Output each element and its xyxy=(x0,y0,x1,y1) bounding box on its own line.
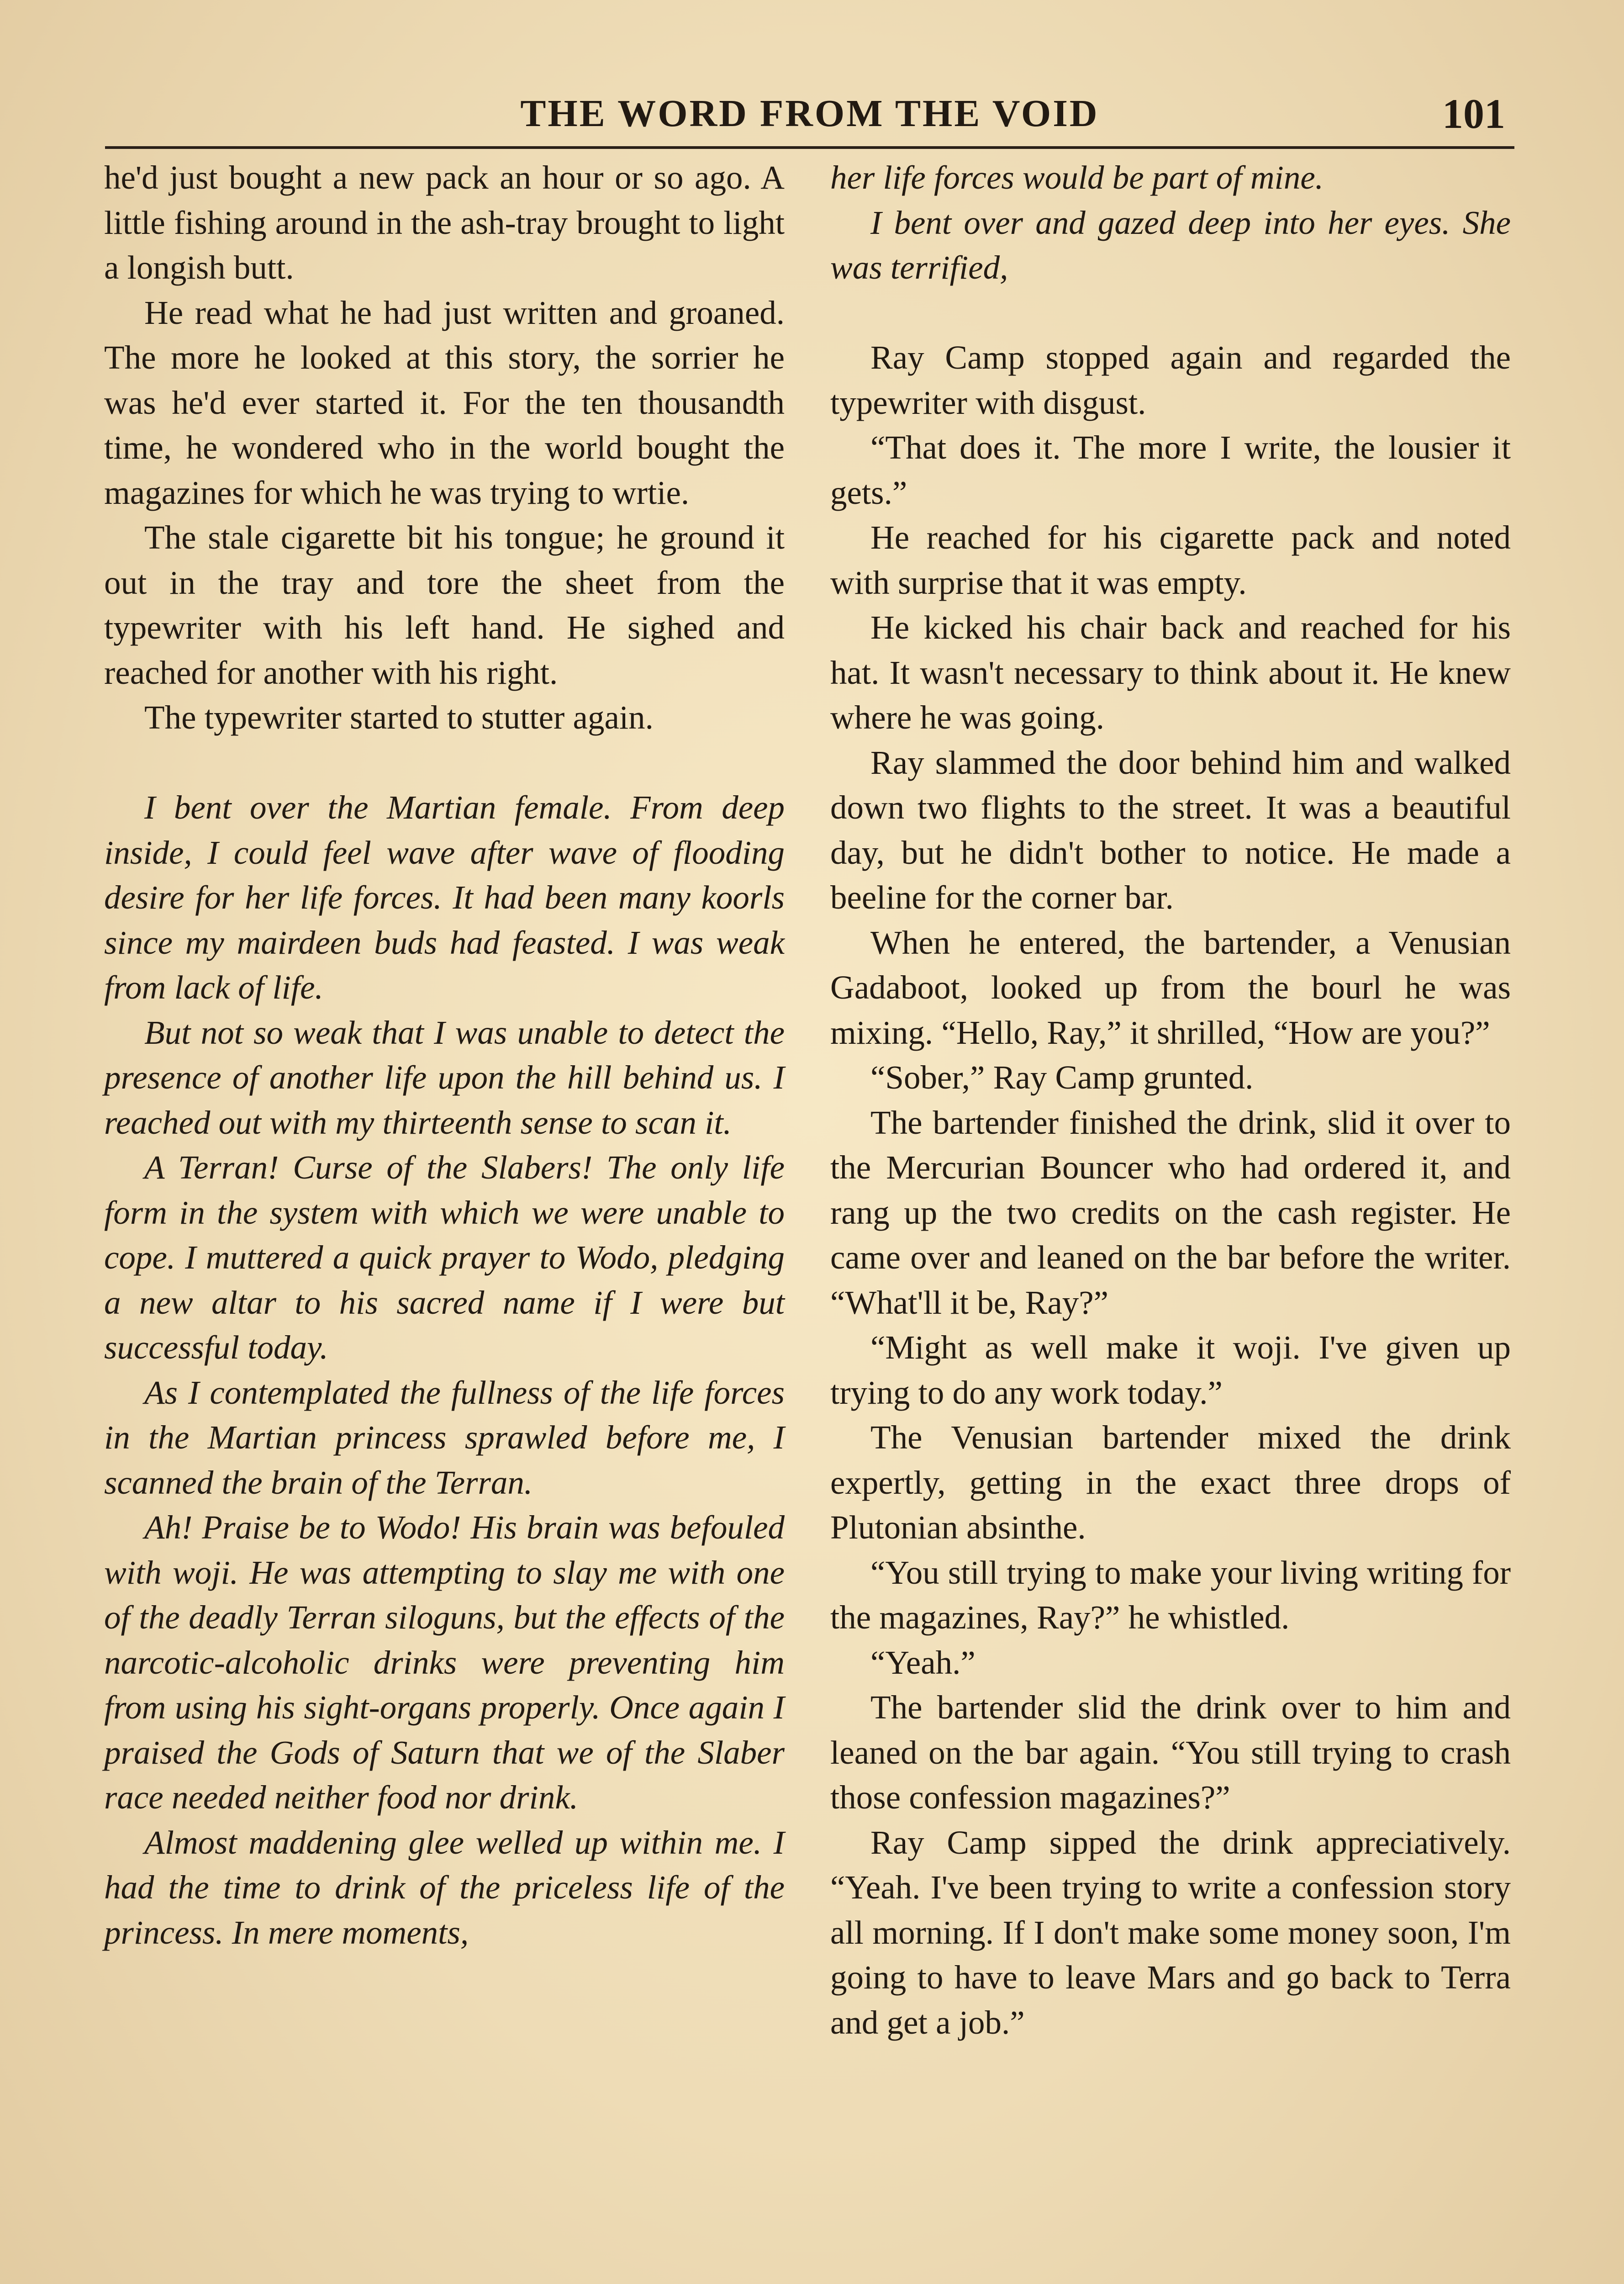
paragraph: The bartender finished the drink, slid it over to the Mercurian Bouncer who had ordered it, and rang up the two credits on the cash register. He came over and leaned on the bar before the writer. “What'll it be, Ray?” xyxy=(830,1104,1511,1321)
paragraph: “Yeah.” xyxy=(870,1644,975,1681)
story-excerpt-paragraph: I bent over and gazed deep into her eyes. She was terrified, xyxy=(830,204,1511,286)
story-excerpt-paragraph: As I contemplated the fullness of the life forces in the Martian princess sprawled before me, I scanned the brain of the Terran. xyxy=(104,1374,785,1501)
paragraph: He read what he had just written and groaned. The more he looked at this story, the sorrier he was he'd ever started it. For the ten thousandth time, he wondered who in the world bought the magazines for which he was trying to wrtie. xyxy=(104,294,785,511)
story-excerpt-paragraph: Almost maddening glee welled up within me. I had the time to drink of the priceless life of the princess. In mere moments, xyxy=(104,1824,785,1951)
paragraph: The bartender slid the drink over to him and leaned on the bar again. “You still trying to crash those confession magazines?” xyxy=(830,1689,1511,1816)
section-break xyxy=(104,740,785,786)
paragraph: he'd just bought a new pack an hour or so ago. A little fishing around in the ash-tray brought to light a longish butt. xyxy=(104,159,785,286)
paragraph: The stale cigarette bit his tongue; he ground it out in the tray and tore the sheet from the typewriter with his left hand. He sighed and reached for another with his right. xyxy=(104,519,785,691)
left-column xyxy=(104,155,785,1955)
paragraph: “That does it. The more I write, the lousier it gets.” xyxy=(830,429,1511,511)
paragraph: Ray Camp stopped again and regarded the typewriter with disgust. xyxy=(830,339,1511,421)
paragraph: Ray slammed the door behind him and walked down two flights to the street. It was a beautiful day, but he didn't bother to notice. He made a beeline for the corner bar. xyxy=(830,744,1511,916)
story-excerpt-paragraph: But not so weak that I was unable to detect the presence of another life upon the hill behind us. I reached out with my thirteenth sense to scan it. xyxy=(104,1014,785,1141)
page-header xyxy=(105,78,1514,149)
paragraph: He reached for his cigarette pack and noted with surprise that it was empty. xyxy=(830,519,1511,601)
story-excerpt-paragraph: Ah! Praise be to Wodo! His brain was befouled with woji. He was attempting to slay me with one of the deadly Terran siloguns, but the effects of the narcotic-alcoholic drinks were preventing him from using his sight-organs properly. Once again I praised the Gods of Saturn that we of the Slaber race needed neither food nor drink. xyxy=(104,1509,785,1816)
paragraph: Ray Camp sipped the drink appreciatively. “Yeah. I've been trying to write a confession story all morning. If I don't make some money soon, I'm going to have to leave Mars and go back to Terra and get a job.” xyxy=(830,1824,1511,2041)
paragraph: “Might as well make it woji. I've given up trying to do any work today.” xyxy=(830,1329,1511,1411)
paragraph: When he entered, the bartender, a Venusian Gadaboot, looked up from the bourl he was mixing. “Hello, Ray,” it shrilled, “How are you?” xyxy=(830,924,1511,1051)
paragraph: The typewriter started to stutter again. xyxy=(144,699,654,736)
paragraph: He kicked his chair back and reached for his hat. It wasn't necessary to think about it. He knew where he was going. xyxy=(830,609,1511,736)
story-excerpt-paragraph: her life forces would be part of mine. xyxy=(830,159,1323,196)
running-title: THE WORD FROM THE VOID xyxy=(520,92,1099,135)
right-column xyxy=(830,155,1511,2045)
story-excerpt-paragraph: A Terran! Curse of the Slabers! The only life form in the system with which we were unable to cope. I muttered a quick prayer to Wodo, pledging a new altar to his sacred name if I were but successful today. xyxy=(104,1149,785,1366)
page-number: 101 xyxy=(1442,90,1505,137)
section-break xyxy=(830,291,1511,336)
paragraph: “You still trying to make your living writing for the magazines, Ray?” he whistled. xyxy=(830,1554,1511,1636)
paragraph: The Venusian bartender mixed the drink expertly, getting in the exact three drops of Plutonian absinthe. xyxy=(830,1419,1511,1546)
paragraph: “Sober,” Ray Camp grunted. xyxy=(870,1059,1254,1096)
story-excerpt-paragraph: I bent over the Martian female. From deep inside, I could feel wave after wave of flooding desire for her life forces. It had been many koorls since my mairdeen buds had feasted. I was weak from lack of life. xyxy=(104,789,785,1006)
